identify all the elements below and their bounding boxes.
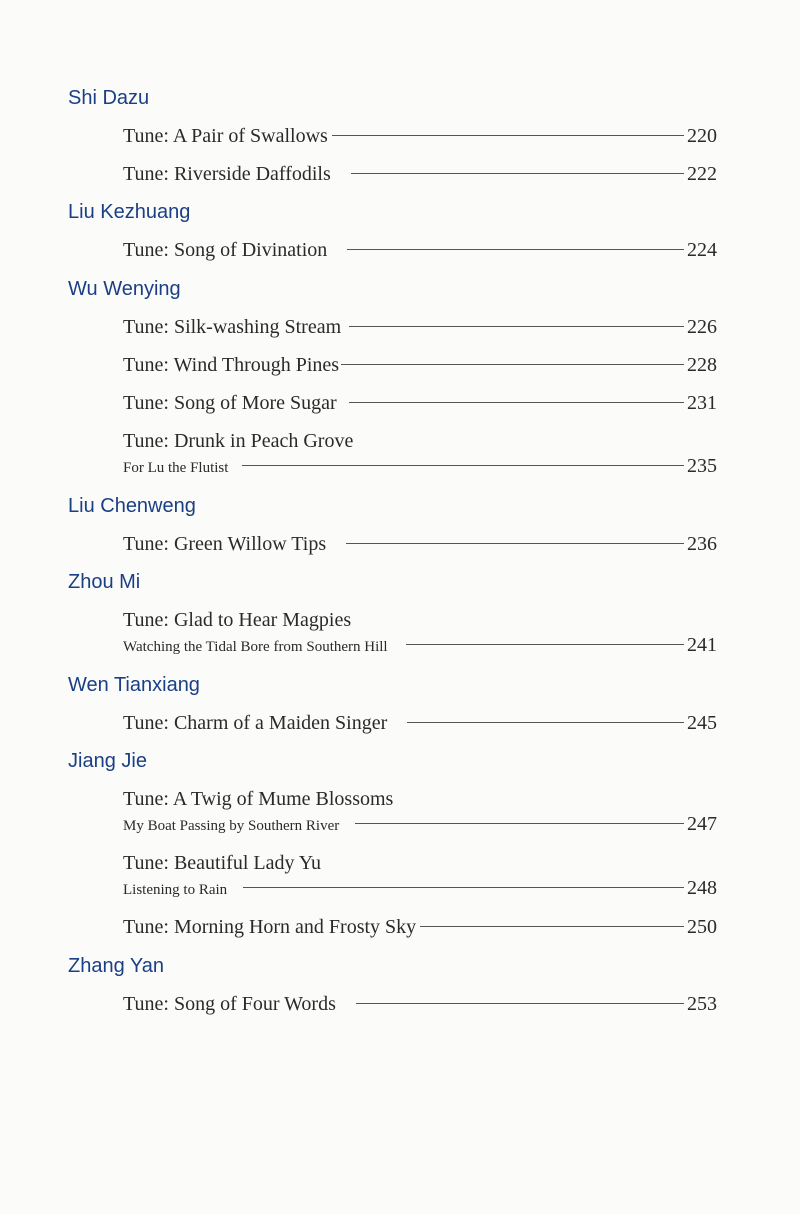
entry-title: Tune: Drunk in Peach Grove bbox=[123, 430, 354, 452]
dot-leader bbox=[349, 402, 684, 403]
dot-leader bbox=[346, 543, 684, 544]
entry-title: Tune: A Pair of Swallows bbox=[123, 125, 328, 147]
entry-subtitle: Listening to Rain bbox=[123, 882, 228, 898]
toc-entry[interactable] bbox=[123, 427, 717, 479]
toc-entry[interactable] bbox=[123, 236, 717, 264]
page-number: 224 bbox=[687, 239, 717, 261]
dot-leader bbox=[243, 887, 684, 888]
entry-title: Tune: Song of Divination bbox=[123, 239, 328, 261]
page-number: 236 bbox=[687, 533, 717, 555]
toc-entry[interactable] bbox=[123, 913, 717, 941]
dot-leader bbox=[355, 823, 684, 824]
page-number: 226 bbox=[687, 316, 717, 338]
page-number: 247 bbox=[687, 813, 717, 835]
entry-subtitle: For Lu the Flutist bbox=[123, 460, 229, 476]
page-number: 231 bbox=[687, 392, 717, 414]
dot-leader bbox=[341, 364, 684, 365]
dot-leader bbox=[356, 1003, 684, 1004]
page-number: 228 bbox=[687, 354, 717, 376]
author-heading: Liu Chenweng bbox=[68, 495, 196, 517]
toc-entry[interactable] bbox=[123, 530, 717, 558]
entry-title: Tune: Charm of a Maiden Singer bbox=[123, 712, 388, 734]
dot-leader bbox=[420, 926, 684, 927]
toc-entry[interactable] bbox=[123, 990, 717, 1018]
author-heading: Jiang Jie bbox=[68, 750, 147, 772]
entry-title: Tune: Morning Horn and Frosty Sky bbox=[123, 916, 417, 938]
dot-leader bbox=[406, 644, 684, 645]
toc-entry[interactable] bbox=[123, 785, 717, 837]
page-number: 220 bbox=[687, 125, 717, 147]
entry-subtitle: Watching the Tidal Bore from Southern Hill bbox=[123, 639, 388, 655]
entry-title: Tune: Beautiful Lady Yu bbox=[123, 852, 321, 874]
author-heading: Wen Tianxiang bbox=[68, 674, 200, 696]
author-heading: Wu Wenying bbox=[68, 278, 181, 300]
entry-title: Tune: Riverside Daffodils bbox=[123, 163, 331, 185]
entry-title: Tune: Silk-washing Stream bbox=[123, 316, 342, 338]
entry-title: Tune: Glad to Hear Magpies bbox=[123, 609, 352, 631]
author-heading: Zhang Yan bbox=[68, 955, 165, 977]
page-number: 222 bbox=[687, 163, 717, 185]
author-heading: Shi Dazu bbox=[68, 87, 150, 109]
entry-title: Tune: Green Willow Tips bbox=[123, 533, 327, 555]
entry-title: Tune: Song of More Sugar bbox=[123, 392, 337, 414]
dot-leader bbox=[351, 173, 684, 174]
dot-leader bbox=[332, 135, 684, 136]
dot-leader bbox=[242, 465, 684, 466]
dot-leader bbox=[349, 326, 684, 327]
dot-leader bbox=[347, 249, 684, 250]
toc-entry[interactable] bbox=[123, 160, 717, 188]
page-number: 248 bbox=[687, 877, 717, 899]
page-number: 235 bbox=[687, 455, 717, 477]
toc-entry[interactable] bbox=[123, 709, 717, 737]
toc-entry[interactable] bbox=[123, 351, 717, 379]
toc-entry[interactable] bbox=[123, 313, 717, 341]
author-heading: Liu Kezhuang bbox=[68, 201, 191, 223]
toc-entry[interactable] bbox=[123, 122, 717, 150]
entry-title: Tune: Song of Four Words bbox=[123, 993, 336, 1015]
toc-entry[interactable] bbox=[123, 389, 717, 417]
toc-entry[interactable] bbox=[123, 606, 717, 658]
page-number: 250 bbox=[687, 916, 717, 938]
dot-leader bbox=[407, 722, 684, 723]
entry-title: Tune: A Twig of Mume Blossoms bbox=[123, 788, 394, 810]
author-heading: Zhou Mi bbox=[68, 571, 141, 593]
entry-subtitle: My Boat Passing by Southern River bbox=[123, 818, 340, 834]
page-number: 245 bbox=[687, 712, 717, 734]
toc-entry[interactable] bbox=[123, 849, 717, 901]
page-number: 241 bbox=[687, 634, 717, 656]
page-number: 253 bbox=[687, 993, 717, 1015]
entry-title: Tune: Wind Through Pines bbox=[123, 354, 340, 376]
